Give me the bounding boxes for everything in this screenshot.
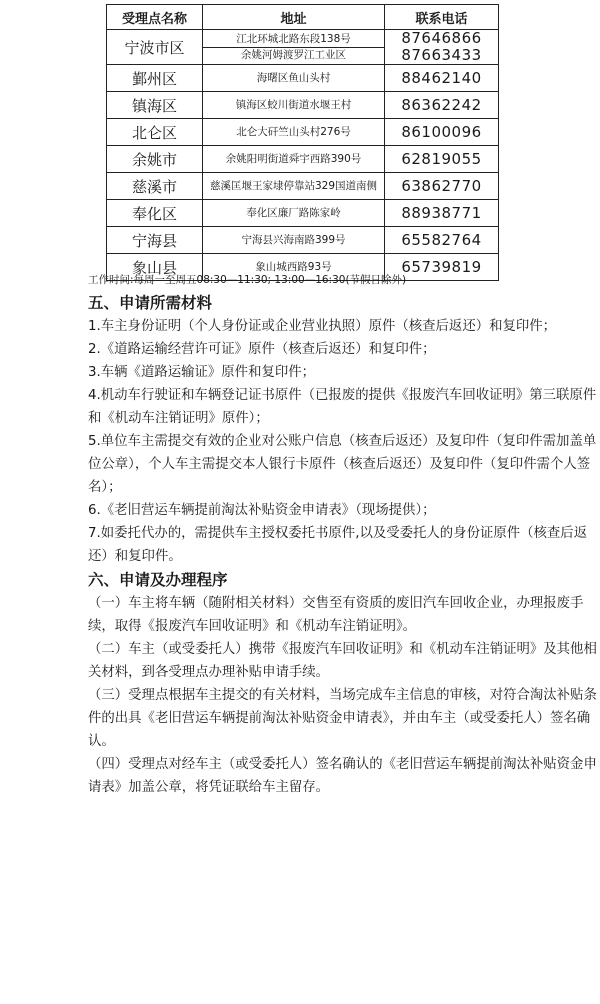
point-phone: 86100096 [385,119,499,146]
table-row [107,65,499,92]
section-five-heading: 五、申请所需材料 [88,294,213,312]
point-phone: 63862770 [385,173,499,200]
point-address: 象山城西路93号 [203,254,385,281]
table-row [107,119,499,146]
point-phone-line: 87646866 [401,29,482,47]
header-name: 受理点名称 [107,5,203,30]
table-row [107,173,499,200]
point-name: 宁波市区 [107,30,203,65]
point-address: 海曙区鱼山头村 [203,65,385,92]
header-address: 地址 [203,5,385,30]
materials-item: 1.车主身份证明（个人身份证或企业营业执照）原件（核查后返还）和复印件； [88,319,557,334]
materials-item: 6.《老旧营运车辆提前淘汰补贴资金申请表》（现场提供）； [88,503,436,518]
materials-item: 2.《道路运输经营许可证》原件（核查后返还）和复印件； [88,342,436,357]
procedure-step: （三）受理点根据车主提交的有关材料，当场完成车主信息的审核，对符合淘汰补贴条件的出具《老旧营运车辆提前淘汰补贴资金申请表》，并由车主（或受委托人）签名确认。 [88,688,597,749]
table-row [107,200,499,227]
acceptance-points-table [106,4,499,281]
point-address: 余姚阳明街道舜宇西路390号 [203,146,385,173]
point-phone: 88462140 [385,65,499,92]
table-header-row [107,5,499,30]
point-address: 奉化区廉厂路陈家岭 [203,200,385,227]
point-phone [385,30,499,65]
document-body [88,291,598,799]
point-address: 宁海县兴海南路399号 [203,227,385,254]
point-address: 北仑大矸竺山头村276号 [203,119,385,146]
point-address [203,30,385,65]
procedure-step: （一）车主将车辆（随附相关材料）交售至有资质的废旧汽车回收企业，办理报废手续，取得《报废汽车回收证明》和《机动车注销证明》。 [88,596,584,634]
point-phone: 65739819 [385,254,499,281]
point-name: 奉化区 [107,200,203,227]
materials-item: 4.机动车行驶证和车辆登记证书原件（已报废的提供《报废汽车回收证明》第三联原件和《机动车注销证明》原件）； [88,388,597,426]
point-address-line: 余姚河姆渡罗江工业区 [203,47,384,63]
materials-item: 3.车辆《道路运输证》原件和复印件； [88,365,316,380]
table-row [107,30,499,65]
section-six-heading: 六、申请及办理程序 [88,571,228,589]
materials-item: 5.单位车主需提交有效的企业对公账户信息（核查后返还）及复印件（复印件需加盖单位公章），个人车主需提交本人银行卡原件（核查后返还）及复印件（复印件需个人签名）； [88,434,597,495]
point-name: 北仑区 [107,119,203,146]
point-phone-line: 87663433 [401,46,482,64]
point-phone: 65582764 [385,227,499,254]
point-phone: 88938771 [385,200,499,227]
procedure-step: （四）受理点对经车主（或受委托人）签名确认的《老旧营运车辆提前淘汰补贴资金申请表》加盖公章，将凭证联给车主留存。 [88,757,597,795]
materials-item: 7.如委托代办的，需提供车主授权委托书原件,以及受委托人的身份证原件（核查后返还）和复印件。 [88,526,588,564]
table-row [107,227,499,254]
working-hours-note: 工作时间:每周一至周五08:30—11:30; 13:00—16:30(节假日除外) [88,274,407,286]
point-address: 慈溪匡堰王家埭停靠站329国道南侧 [203,173,385,200]
point-address-line: 江北环城北路东段138号 [236,32,351,45]
point-name: 鄞州区 [107,65,203,92]
procedure-step: （二）车主（或受委托人）携带《报废汽车回收证明》和《机动车注销证明》及其他相关材料，到各受理点办理补贴申请手续。 [88,642,597,680]
point-name: 宁海县 [107,227,203,254]
point-phone: 86362242 [385,92,499,119]
point-name: 镇海区 [107,92,203,119]
point-name: 慈溪市 [107,173,203,200]
table-row [107,92,499,119]
point-phone: 62819055 [385,146,499,173]
point-name: 余姚市 [107,146,203,173]
point-name: 象山县 [107,254,203,281]
table-row [107,146,499,173]
header-phone: 联系电话 [385,5,499,30]
point-address: 镇海区蛟川街道水堰王村 [203,92,385,119]
